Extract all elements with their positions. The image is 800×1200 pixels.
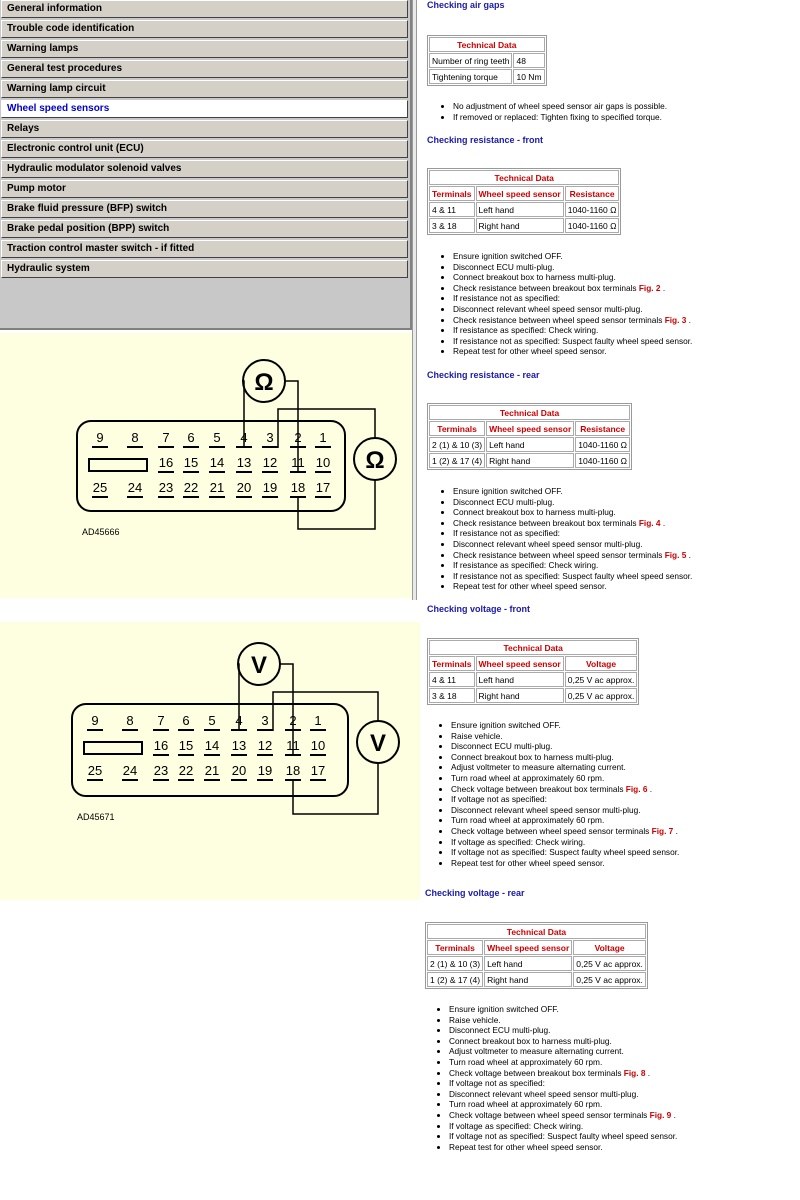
terminal-number: 18 xyxy=(285,763,301,778)
terminal-number: 13 xyxy=(231,738,247,753)
nav-item-4[interactable]: General test procedures xyxy=(1,60,408,78)
step-text: If resistance as specified: Check wiring. xyxy=(453,560,599,571)
table-cell: 3 & 18 xyxy=(429,688,475,703)
terminal-number: 5 xyxy=(208,713,216,728)
step-item xyxy=(453,539,692,550)
nav-item-10[interactable]: Pump motor xyxy=(1,180,408,198)
terminal-number: 20 xyxy=(231,763,247,778)
terminal-number: 21 xyxy=(209,480,225,495)
step-item xyxy=(451,784,679,795)
step-text: Raise vehicle. xyxy=(451,730,503,741)
table-row xyxy=(429,69,545,84)
step-text: If voltage not as specified: Suspect faulty wheel speed sensor. xyxy=(451,847,680,858)
connector-diagram-ohm xyxy=(0,333,412,598)
step-item xyxy=(449,1004,677,1015)
step-text: Adjust voltmeter to measure alternating current. xyxy=(449,1046,624,1057)
terminal-number: 22 xyxy=(183,480,199,495)
terminal-number: 13 xyxy=(236,455,252,470)
step-tail: . xyxy=(660,517,666,528)
step-text: Disconnect ECU multi-plug. xyxy=(449,1025,551,1036)
step-item xyxy=(453,550,692,561)
column-header: Wheel speed sensor xyxy=(486,421,574,436)
step-text: No adjustment of wheel speed sensor air gaps is possible. xyxy=(453,101,667,111)
table-cell: Right hand xyxy=(486,453,574,468)
step-tail: . xyxy=(660,282,666,293)
table-row xyxy=(429,453,630,468)
resistance-front-table xyxy=(427,168,621,235)
step-text: If voltage not as specified: xyxy=(451,794,547,805)
column-header: Terminals xyxy=(429,421,485,436)
step-text: Ensure ignition switched OFF. xyxy=(449,1004,559,1014)
step-item xyxy=(453,336,692,347)
figure-link[interactable]: Fig. 3 xyxy=(664,314,687,325)
step-text: If voltage as specified: Check wiring. xyxy=(451,836,586,847)
terminal-number: 3 xyxy=(266,430,274,445)
nav-item-7[interactable]: Relays xyxy=(1,120,408,138)
step-item xyxy=(453,528,692,539)
table-cell: 1040-1160 Ω xyxy=(565,202,620,217)
step-item xyxy=(453,518,692,529)
terminal-number: 14 xyxy=(204,738,220,753)
figure-link[interactable]: Fig. 6 xyxy=(625,783,648,794)
table-row xyxy=(427,972,646,987)
heading-voltage-front: Checking voltage - front xyxy=(427,604,531,614)
column-header: Wheel speed sensor xyxy=(476,656,564,671)
terminal-number: 8 xyxy=(131,430,139,445)
step-tail: . xyxy=(645,1067,651,1078)
step-item xyxy=(451,805,679,816)
step-item xyxy=(449,1015,677,1026)
table-cell: 2 (1) & 10 (3) xyxy=(429,437,485,452)
step-item xyxy=(449,1025,677,1036)
air-gaps-table xyxy=(427,35,547,86)
terminal-number: 15 xyxy=(178,738,194,753)
nav-item-5[interactable]: Warning lamp circuit xyxy=(1,80,408,98)
step-text: Check resistance between wheel speed sensor terminals xyxy=(453,314,665,325)
terminal-number: 8 xyxy=(126,713,134,728)
terminal-number: 9 xyxy=(91,713,99,728)
figure-link[interactable]: Fig. 5 xyxy=(664,549,687,560)
step-item xyxy=(449,1068,677,1079)
nav-item-1[interactable]: General information xyxy=(1,0,408,18)
figure-voltage-connector xyxy=(0,622,420,900)
nav-item-2[interactable]: Trouble code identification xyxy=(1,20,408,38)
step-item xyxy=(449,1089,677,1100)
voltage-front-steps xyxy=(427,720,679,868)
column-header: Wheel speed sensor xyxy=(476,186,564,201)
terminal-number: 22 xyxy=(178,763,194,778)
step-text: Ensure ignition switched OFF. xyxy=(453,251,563,261)
table-cell: Left hand xyxy=(476,202,564,217)
nav-item-3[interactable]: Warning lamps xyxy=(1,40,408,58)
terminal-number: 6 xyxy=(187,430,195,445)
table-caption: Technical Data xyxy=(429,37,545,52)
table-cell: 0,25 V ac approx. xyxy=(573,956,646,971)
step-item xyxy=(449,1036,677,1047)
step-text: Disconnect relevant wheel speed sensor multi-plug. xyxy=(453,538,643,549)
key-slot xyxy=(84,742,142,754)
step-item xyxy=(453,346,692,357)
table-row xyxy=(429,672,637,687)
terminal-number: 17 xyxy=(310,763,326,778)
step-text: Check resistance between breakout box terminals xyxy=(453,282,639,293)
terminal-number: 10 xyxy=(310,738,326,753)
resistance-front-steps xyxy=(429,251,692,357)
table-cell: 1 (2) & 17 (4) xyxy=(429,453,485,468)
table-row xyxy=(429,688,637,703)
step-text: Disconnect relevant wheel speed sensor multi-plug. xyxy=(451,804,641,815)
step-text: Connect breakout box to harness multi-plug. xyxy=(451,751,614,762)
figure-link[interactable]: Fig. 9 xyxy=(649,1109,672,1120)
step-text: Check voltage between breakout box terminals xyxy=(449,1067,624,1078)
step-tail: . xyxy=(647,783,653,794)
column-header: Terminals xyxy=(429,656,475,671)
table-row xyxy=(427,956,646,971)
terminal-number: 23 xyxy=(158,480,174,495)
table-cell: 1040-1160 Ω xyxy=(575,437,630,452)
step-item xyxy=(449,1121,677,1132)
step-text: Disconnect ECU multi-plug. xyxy=(451,741,553,752)
table-cell: 3 & 18 xyxy=(429,218,475,233)
step-item xyxy=(449,1131,677,1142)
step-item xyxy=(451,773,679,784)
step-text: Check resistance between wheel speed sensor terminals xyxy=(453,549,665,560)
terminal-number: 7 xyxy=(157,713,165,728)
step-tail: . xyxy=(673,825,678,836)
table-cell: 1040-1160 Ω xyxy=(565,218,620,233)
table-cell: 0,25 V ac approx. xyxy=(565,672,638,687)
step-text: Ensure ignition switched OFF. xyxy=(451,720,561,730)
meter-symbol: Ω xyxy=(254,369,274,396)
terminal-number: 14 xyxy=(209,455,225,470)
step-text: Connect breakout box to harness multi-plug. xyxy=(453,507,616,518)
table-cell: Left hand xyxy=(486,437,574,452)
terminal-number: 7 xyxy=(162,430,170,445)
step-text: Check resistance between breakout box terminals xyxy=(453,517,639,528)
step-item xyxy=(451,720,679,731)
table-cell: 4 & 11 xyxy=(429,202,475,217)
content-pane xyxy=(420,0,800,1200)
step-text: If voltage as specified: Check wiring. xyxy=(449,1120,584,1131)
step-item xyxy=(449,1078,677,1089)
table-row xyxy=(429,437,630,452)
voltage-rear-steps xyxy=(425,1004,677,1152)
step-item xyxy=(453,507,692,518)
step-item xyxy=(453,497,692,508)
step-tail: . xyxy=(671,1109,676,1120)
step-item xyxy=(453,560,692,571)
column-header: Terminals xyxy=(429,186,475,201)
terminal-number: 25 xyxy=(92,480,108,495)
step-item xyxy=(451,858,679,869)
table-cell: Right hand xyxy=(476,688,564,703)
air-gaps-steps xyxy=(429,101,667,122)
step-item xyxy=(453,486,692,497)
step-text: Check voltage between wheel speed sensor terminals xyxy=(451,825,652,836)
terminal-number: 3 xyxy=(261,713,269,728)
step-text: Raise vehicle. xyxy=(449,1014,501,1025)
step-text: If removed or replaced: Tighten fixing to specified torque. xyxy=(453,111,662,122)
terminal-number: 18 xyxy=(290,480,306,495)
terminal-number: 16 xyxy=(158,455,174,470)
step-text: Turn road wheel at approximately 60 rpm. xyxy=(451,772,605,783)
step-text: Disconnect ECU multi-plug. xyxy=(453,496,555,507)
step-text: If resistance not as specified: xyxy=(453,293,560,304)
step-text: Repeat test for other wheel speed sensor. xyxy=(453,346,607,357)
step-item xyxy=(449,1057,677,1068)
terminal-number: 11 xyxy=(286,738,300,753)
table-cell: 0,25 V ac approx. xyxy=(573,972,646,987)
terminal-number: 5 xyxy=(213,430,221,445)
terminal-number: 9 xyxy=(96,430,104,445)
step-text: Disconnect ECU multi-plug. xyxy=(453,261,555,272)
step-text: Repeat test for other wheel speed sensor. xyxy=(453,581,607,592)
table-cell: 48 xyxy=(513,53,544,68)
step-text: Disconnect relevant wheel speed sensor multi-plug. xyxy=(449,1088,639,1099)
terminal-number: 1 xyxy=(314,713,322,728)
terminal-number: 16 xyxy=(153,738,169,753)
step-item xyxy=(453,571,692,582)
step-tail: . xyxy=(686,314,691,325)
table-cell: 0,25 V ac approx. xyxy=(565,688,638,703)
figure-link[interactable]: Fig. 7 xyxy=(651,825,674,836)
step-text: Ensure ignition switched OFF. xyxy=(453,486,563,496)
voltage-rear-table xyxy=(425,922,648,989)
nav-item-13[interactable]: Traction control master switch - if fitted xyxy=(1,240,408,258)
table-cell: 1 (2) & 17 (4) xyxy=(427,972,483,987)
terminal-number: 15 xyxy=(183,455,199,470)
column-header: Wheel speed sensor xyxy=(484,940,572,955)
step-item xyxy=(451,826,679,837)
resistance-rear-steps xyxy=(429,486,692,592)
step-text: If resistance not as specified: Suspect faulty wheel speed sensor. xyxy=(453,570,693,581)
step-item xyxy=(453,325,692,336)
step-text: If voltage not as specified: xyxy=(449,1078,545,1089)
terminal-number: 4 xyxy=(240,430,248,445)
table-caption: Technical Data xyxy=(429,170,619,185)
column-header: Resistance xyxy=(565,186,620,201)
figure-code: AD45666 xyxy=(82,527,120,537)
step-item xyxy=(453,272,692,283)
table-cell: 2 (1) & 10 (3) xyxy=(427,956,483,971)
column-header: Voltage xyxy=(565,656,638,671)
heading-resistance-rear: Checking resistance - rear xyxy=(427,370,540,380)
heading-air-gaps: Checking air gaps xyxy=(427,0,505,10)
table-cell: Right hand xyxy=(476,218,564,233)
nav-item-9[interactable]: Hydraulic modulator solenoid valves xyxy=(1,160,408,178)
terminal-number: 24 xyxy=(127,480,143,495)
column-header: Terminals xyxy=(427,940,483,955)
table-cell: 4 & 11 xyxy=(429,672,475,687)
table-row xyxy=(429,53,545,68)
step-text: If resistance not as specified: Suspect faulty wheel speed sensor. xyxy=(453,335,693,346)
terminal-number: 24 xyxy=(122,763,138,778)
column-header: Resistance xyxy=(575,421,630,436)
figure-link[interactable]: Fig. 4 xyxy=(638,517,661,528)
step-item xyxy=(449,1110,677,1121)
step-item xyxy=(449,1099,677,1110)
step-tail: . xyxy=(686,549,691,560)
terminal-number: 19 xyxy=(257,763,273,778)
terminal-number: 23 xyxy=(153,763,169,778)
terminal-number: 2 xyxy=(294,430,302,445)
table-cell: Left hand xyxy=(484,956,572,971)
connector-diagram-volt xyxy=(0,622,420,900)
terminal-number: 1 xyxy=(319,430,327,445)
heading-voltage-rear: Checking voltage - rear xyxy=(425,888,525,898)
step-item xyxy=(451,815,679,826)
terminal-number: 17 xyxy=(315,480,331,495)
terminal-number: 10 xyxy=(315,455,331,470)
table-caption: Technical Data xyxy=(429,405,630,420)
heading-resistance-front: Checking resistance - front xyxy=(427,135,544,145)
table-cell: Left hand xyxy=(476,672,564,687)
step-text: Turn road wheel at approximately 60 rpm. xyxy=(449,1056,603,1067)
step-item xyxy=(453,304,692,315)
table-cell: 10 Nm xyxy=(513,69,544,84)
step-item xyxy=(453,112,667,123)
step-item xyxy=(453,251,692,262)
step-text: If resistance not as specified: xyxy=(453,528,560,539)
step-item xyxy=(451,752,679,763)
step-text: Check voltage between wheel speed sensor terminals xyxy=(449,1109,650,1120)
table-caption: Technical Data xyxy=(429,640,637,655)
step-text: Turn road wheel at approximately 60 rpm. xyxy=(449,1099,603,1110)
step-text: Repeat test for other wheel speed sensor. xyxy=(449,1141,603,1152)
nav-item-6[interactable]: Wheel speed sensors xyxy=(1,100,408,118)
terminal-number: 21 xyxy=(204,763,220,778)
table-cell: Tightening torque xyxy=(429,69,512,84)
table-row xyxy=(429,202,619,217)
pane-splitter[interactable] xyxy=(412,0,417,600)
figure-resistance-connector xyxy=(0,333,412,598)
nav-item-12[interactable]: Brake pedal position (BPP) switch xyxy=(1,220,408,238)
step-item xyxy=(451,837,679,848)
figure-code: AD45671 xyxy=(77,812,115,822)
step-item xyxy=(453,293,692,304)
terminal-number: 4 xyxy=(235,713,243,728)
step-text: If resistance as specified: Check wiring. xyxy=(453,325,599,336)
step-text: Disconnect relevant wheel speed sensor multi-plug. xyxy=(453,303,643,314)
step-item xyxy=(453,262,692,273)
terminal-number: 6 xyxy=(182,713,190,728)
step-text: Repeat test for other wheel speed sensor. xyxy=(451,857,605,868)
step-text: If voltage not as specified: Suspect faulty wheel speed sensor. xyxy=(449,1131,678,1142)
step-item xyxy=(453,101,667,112)
meter-symbol: V xyxy=(250,652,268,679)
terminal-number: 12 xyxy=(262,455,278,470)
table-cell: Number of ring teeth xyxy=(429,53,512,68)
step-item xyxy=(449,1046,677,1057)
nav-item-11[interactable]: Brake fluid pressure (BFP) switch xyxy=(1,200,408,218)
resistance-rear-table xyxy=(427,403,632,470)
nav-item-14[interactable]: Hydraulic system xyxy=(1,260,408,278)
nav-item-8[interactable]: Electronic control unit (ECU) xyxy=(1,140,408,158)
topic-navigation xyxy=(0,0,412,330)
step-item xyxy=(451,762,679,773)
step-text: Connect breakout box to harness multi-plug. xyxy=(453,272,616,283)
terminal-number: 12 xyxy=(257,738,273,753)
terminal-number: 2 xyxy=(289,713,297,728)
terminal-number: 19 xyxy=(262,480,278,495)
meter-symbol: Ω xyxy=(365,447,385,474)
step-item xyxy=(449,1142,677,1153)
column-header: Voltage xyxy=(573,940,646,955)
step-text: Turn road wheel at approximately 60 rpm. xyxy=(451,815,605,826)
terminal-number: 20 xyxy=(236,480,252,495)
step-item xyxy=(451,731,679,742)
step-text: Connect breakout box to harness multi-plug. xyxy=(449,1035,612,1046)
step-text: Adjust voltmeter to measure alternating current. xyxy=(451,762,626,773)
step-item xyxy=(453,315,692,326)
step-item xyxy=(451,847,679,858)
figure-link[interactable]: Fig. 2 xyxy=(638,282,661,293)
table-caption: Technical Data xyxy=(427,924,646,939)
step-item xyxy=(453,581,692,592)
step-item xyxy=(453,283,692,294)
table-row xyxy=(429,218,619,233)
voltage-front-table xyxy=(427,638,639,705)
step-item xyxy=(451,794,679,805)
key-slot xyxy=(89,459,147,471)
meter-symbol: V xyxy=(369,730,387,757)
figure-link[interactable]: Fig. 8 xyxy=(623,1067,646,1078)
table-cell: Right hand xyxy=(484,972,572,987)
table-cell: 1040-1160 Ω xyxy=(575,453,630,468)
step-text: Check voltage between breakout box terminals xyxy=(451,783,626,794)
terminal-number: 11 xyxy=(291,455,305,470)
step-item xyxy=(451,741,679,752)
terminal-number: 25 xyxy=(87,763,103,778)
